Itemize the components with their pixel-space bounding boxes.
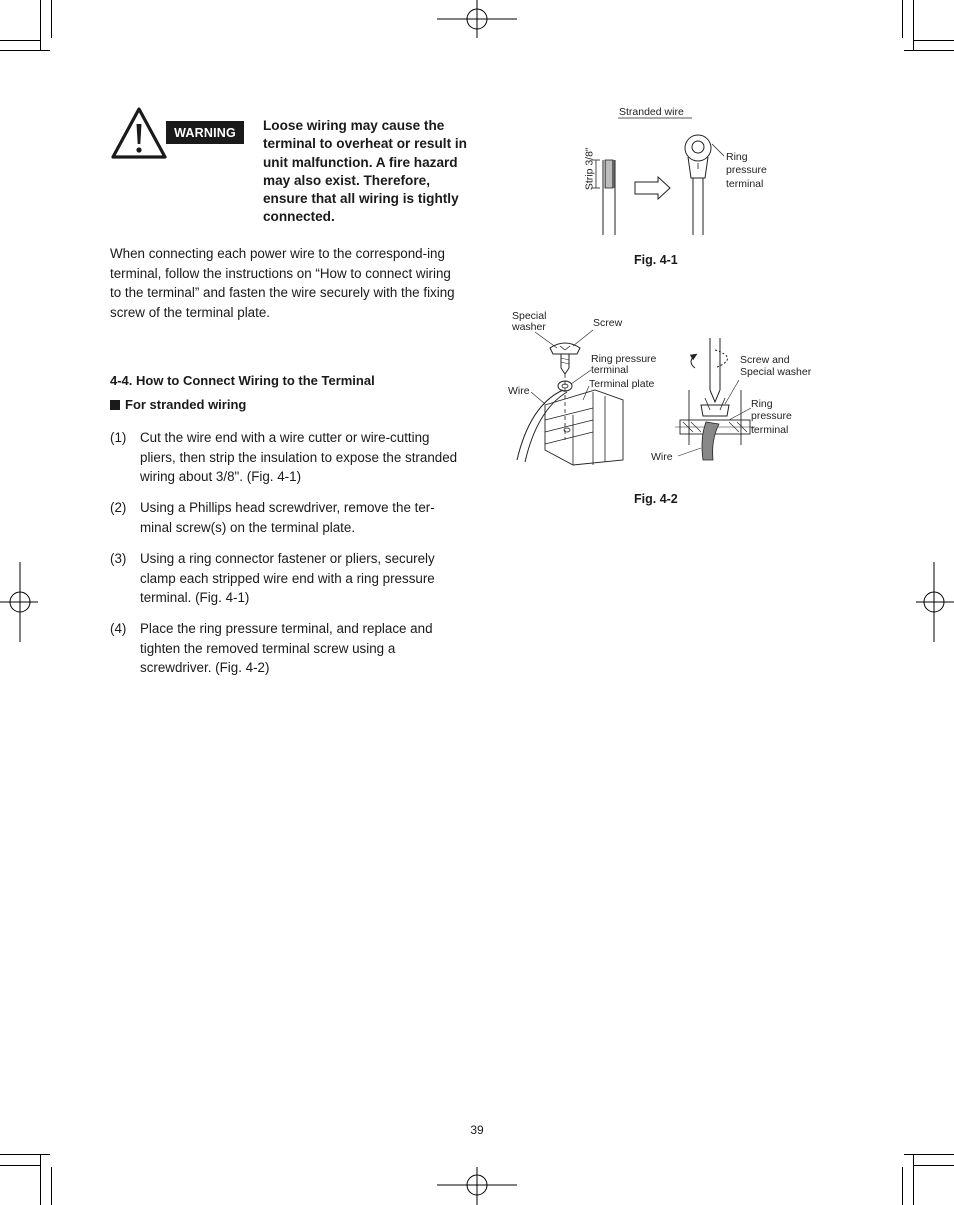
section-subtitle-text: For stranded wiring — [125, 397, 247, 412]
label-terminal: terminal — [591, 364, 629, 376]
label-screw: Screw — [593, 317, 623, 329]
registration-mark-bottom — [437, 1165, 517, 1205]
square-bullet-icon — [110, 400, 120, 410]
step-number: (4) — [110, 621, 127, 636]
step-2 — [110, 498, 460, 537]
step-3 — [110, 549, 460, 608]
label-special-washer-2: washer — [512, 321, 546, 333]
step-text: Using a Phillips head screwdriver, remove the ter-minal screw(s) on the terminal plate. — [140, 500, 435, 535]
step-text: Using a ring connector fastener or pliers, securely clamp each stripped wire end with a ring pressure terminal. (Fig. 4-1) — [140, 551, 435, 606]
page-number: 39 — [470, 1123, 484, 1137]
label-strip: Strip 3/8" — [583, 147, 596, 191]
step-4 — [110, 619, 460, 678]
label-ring-right-3: terminal — [751, 424, 789, 436]
section-subtitle — [110, 397, 246, 412]
step-number: (2) — [110, 500, 127, 515]
label-ring-1: Ring — [726, 151, 748, 163]
label-wire-right: Wire — [651, 451, 673, 463]
label-ring-2: pressure — [726, 164, 767, 176]
label-ring-pressure: Ring pressure — [591, 353, 657, 365]
intro-paragraph: When connecting each power wire to the correspond-ing terminal, follow the instructions on “How to connect wiring to the terminal” and fasten the wire securely with the fixing screw of the terminal plate. — [110, 246, 455, 320]
section-title: 4-4. How to Connect Wiring to the Terminal — [110, 373, 375, 388]
step-text: Place the ring pressure terminal, and replace and tighten the removed terminal screw using a screwdriver. (Fig. 4-2) — [140, 621, 433, 676]
warning-triangle-icon — [110, 106, 168, 160]
label-terminal-plate: Terminal plate — [589, 378, 655, 390]
fig-4-2-caption: Fig. 4-2 — [634, 492, 678, 506]
label-special-washer-right: Special washer — [740, 366, 812, 378]
step-text: Cut the wire end with a wire cutter or wire-cutting pliers, then strip the insulation to expose the stranded wiring about 3/8". (Fig. 4-1) — [140, 430, 458, 485]
step-1 — [110, 428, 460, 487]
label-special-washer-1: Special — [512, 310, 547, 322]
fig-4-1-caption: Fig. 4-1 — [634, 253, 678, 267]
registration-mark-top — [437, 0, 517, 40]
registration-mark-left — [0, 562, 40, 642]
label-ring-right-1: Ring — [751, 398, 773, 410]
label-ring-right-2: pressure — [751, 410, 792, 422]
label-stranded-wire: Stranded wire — [619, 106, 684, 118]
step-number: (3) — [110, 551, 127, 566]
label-screw-and: Screw and — [740, 354, 790, 366]
warning-badge: WARNING — [166, 121, 244, 144]
registration-mark-right — [914, 562, 954, 642]
label-wire-left: Wire — [508, 385, 530, 397]
step-number: (1) — [110, 430, 127, 445]
warning-text: Loose wiring may cause the terminal to overheat or result in unit malfunction. A fire hazard may also exist. Therefore, ensure that all wiring is tightly connected. — [263, 118, 467, 225]
label-ring-3: terminal — [726, 178, 764, 190]
